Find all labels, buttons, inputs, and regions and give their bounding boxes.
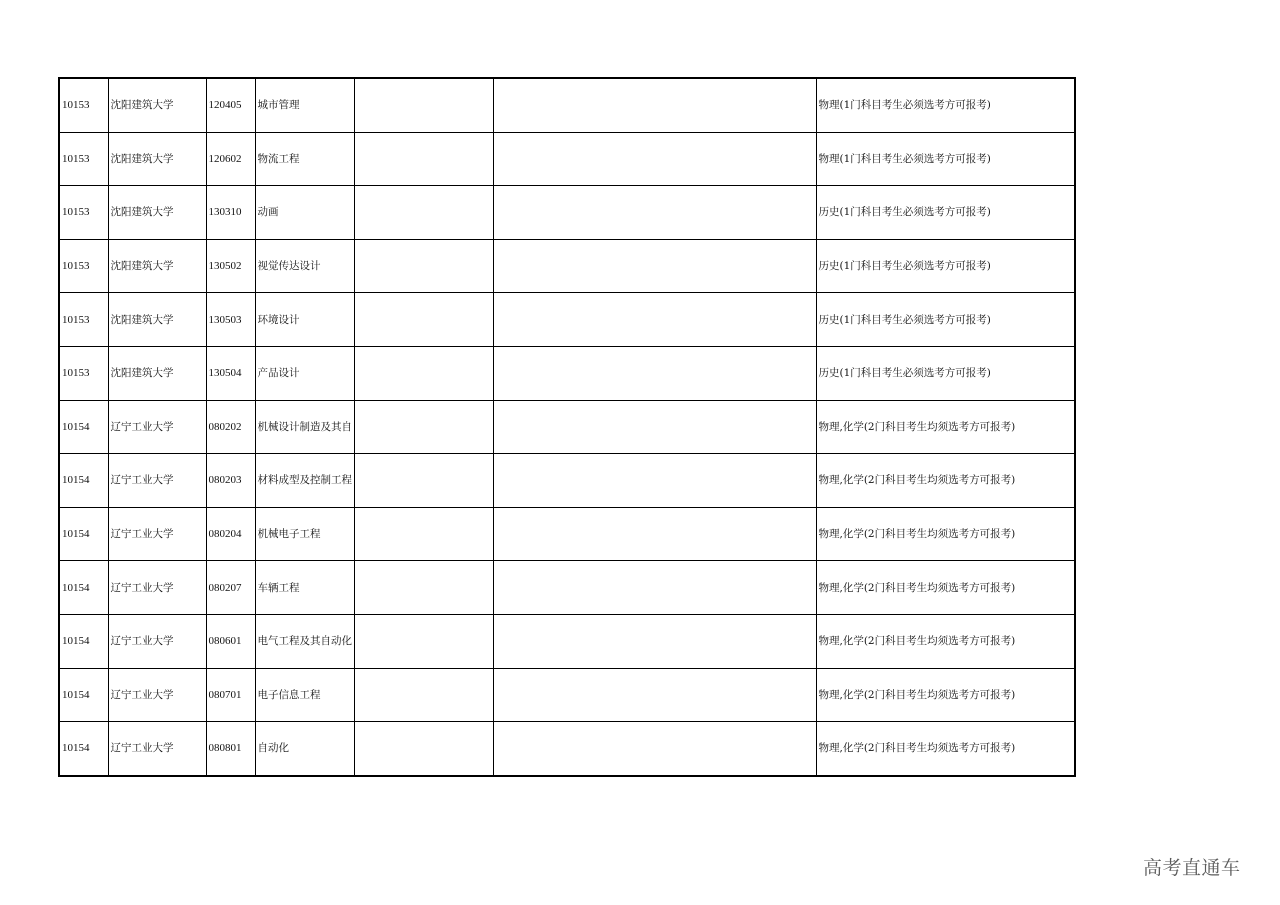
blank-cell	[354, 239, 493, 293]
school-code-cell: 10154	[59, 507, 108, 561]
table-row	[59, 668, 1075, 722]
school-name-cell: 沈阳建筑大学	[108, 78, 206, 132]
blank-cell	[493, 400, 816, 454]
major-name-cell: 电子信息工程	[255, 668, 354, 722]
blank-cell	[354, 668, 493, 722]
subject-requirement-cell: 物理,化学(2门科目考生均须选考方可报考)	[816, 454, 1075, 508]
major-name-cell: 材料成型及控制工程	[255, 454, 354, 508]
school-name-cell: 辽宁工业大学	[108, 722, 206, 776]
table-row	[59, 186, 1075, 240]
school-name-cell: 辽宁工业大学	[108, 614, 206, 668]
table-row	[59, 239, 1075, 293]
major-code-cell: 130503	[206, 293, 255, 347]
blank-cell	[493, 722, 816, 776]
subject-requirement-cell: 物理,化学(2门科目考生均须选考方可报考)	[816, 668, 1075, 722]
school-code-cell: 10154	[59, 614, 108, 668]
subject-requirement-cell: 历史(1门科目考生必须选考方可报考)	[816, 239, 1075, 293]
blank-cell	[493, 293, 816, 347]
subject-requirement-cell: 历史(1门科目考生必须选考方可报考)	[816, 346, 1075, 400]
school-name-cell: 辽宁工业大学	[108, 400, 206, 454]
school-name-cell: 辽宁工业大学	[108, 668, 206, 722]
major-code-cell: 120405	[206, 78, 255, 132]
major-code-cell: 080601	[206, 614, 255, 668]
table-row	[59, 293, 1075, 347]
school-name-cell: 沈阳建筑大学	[108, 239, 206, 293]
subject-requirement-cell: 物理,化学(2门科目考生均须选考方可报考)	[816, 400, 1075, 454]
subject-requirement-cell: 物理(1门科目考生必须选考方可报考)	[816, 132, 1075, 186]
subject-requirement-cell: 历史(1门科目考生必须选考方可报考)	[816, 293, 1075, 347]
major-name-cell: 环境设计	[255, 293, 354, 347]
blank-cell	[493, 346, 816, 400]
major-code-cell: 130502	[206, 239, 255, 293]
blank-cell	[354, 78, 493, 132]
major-code-cell: 080202	[206, 400, 255, 454]
school-name-cell: 辽宁工业大学	[108, 561, 206, 615]
major-code-cell: 130504	[206, 346, 255, 400]
school-code-cell: 10154	[59, 668, 108, 722]
blank-cell	[354, 132, 493, 186]
blank-cell	[354, 614, 493, 668]
major-name-cell: 城市管理	[255, 78, 354, 132]
major-code-cell: 080701	[206, 668, 255, 722]
blank-cell	[354, 722, 493, 776]
major-code-cell: 130310	[206, 186, 255, 240]
watermark-text: 高考直通车	[1143, 857, 1241, 879]
table-row	[59, 132, 1075, 186]
major-name-cell: 物流工程	[255, 132, 354, 186]
school-name-cell: 辽宁工业大学	[108, 454, 206, 508]
subject-requirement-cell: 物理,化学(2门科目考生均须选考方可报考)	[816, 507, 1075, 561]
table-row	[59, 614, 1075, 668]
school-name-cell: 沈阳建筑大学	[108, 132, 206, 186]
blank-cell	[354, 293, 493, 347]
blank-cell	[493, 507, 816, 561]
school-code-cell: 10153	[59, 346, 108, 400]
table-row	[59, 507, 1075, 561]
school-code-cell: 10153	[59, 186, 108, 240]
blank-cell	[354, 507, 493, 561]
school-code-cell: 10154	[59, 561, 108, 615]
major-name-cell: 动画	[255, 186, 354, 240]
subject-requirement-cell: 物理(1门科目考生必须选考方可报考)	[816, 78, 1075, 132]
school-code-cell: 10154	[59, 400, 108, 454]
blank-cell	[493, 668, 816, 722]
table-row	[59, 722, 1075, 776]
major-name-cell: 产品设计	[255, 346, 354, 400]
school-code-cell: 10153	[59, 239, 108, 293]
subject-requirement-cell: 物理,化学(2门科目考生均须选考方可报考)	[816, 614, 1075, 668]
blank-cell	[493, 186, 816, 240]
table-body	[59, 78, 1075, 776]
major-code-cell: 080207	[206, 561, 255, 615]
subject-requirement-cell: 物理,化学(2门科目考生均须选考方可报考)	[816, 722, 1075, 776]
school-code-cell: 10153	[59, 293, 108, 347]
blank-cell	[493, 239, 816, 293]
major-name-cell: 车辆工程	[255, 561, 354, 615]
table-row	[59, 78, 1075, 132]
school-code-cell: 10154	[59, 454, 108, 508]
blank-cell	[354, 346, 493, 400]
major-code-cell: 080203	[206, 454, 255, 508]
major-code-cell: 080204	[206, 507, 255, 561]
school-code-cell: 10154	[59, 722, 108, 776]
school-name-cell: 沈阳建筑大学	[108, 293, 206, 347]
major-code-cell: 120602	[206, 132, 255, 186]
blank-cell	[493, 78, 816, 132]
subject-requirement-cell: 历史(1门科目考生必须选考方可报考)	[816, 186, 1075, 240]
blank-cell	[354, 186, 493, 240]
school-code-cell: 10153	[59, 132, 108, 186]
blank-cell	[493, 454, 816, 508]
table-row	[59, 561, 1075, 615]
major-name-cell: 自动化	[255, 722, 354, 776]
blank-cell	[354, 561, 493, 615]
major-name-cell: 机械电子工程	[255, 507, 354, 561]
school-name-cell: 沈阳建筑大学	[108, 346, 206, 400]
table-row	[59, 346, 1075, 400]
major-code-cell: 080801	[206, 722, 255, 776]
major-name-cell: 机械设计制造及其自	[255, 400, 354, 454]
blank-cell	[493, 614, 816, 668]
table-row	[59, 400, 1075, 454]
blank-cell	[354, 400, 493, 454]
subject-requirement-cell: 物理,化学(2门科目考生均须选考方可报考)	[816, 561, 1075, 615]
school-code-cell: 10153	[59, 78, 108, 132]
subject-requirements-table	[58, 77, 1076, 777]
school-name-cell: 辽宁工业大学	[108, 507, 206, 561]
blank-cell	[354, 454, 493, 508]
major-name-cell: 电气工程及其自动化	[255, 614, 354, 668]
blank-cell	[493, 561, 816, 615]
school-name-cell: 沈阳建筑大学	[108, 186, 206, 240]
blank-cell	[493, 132, 816, 186]
major-name-cell: 视觉传达设计	[255, 239, 354, 293]
table-row	[59, 454, 1075, 508]
